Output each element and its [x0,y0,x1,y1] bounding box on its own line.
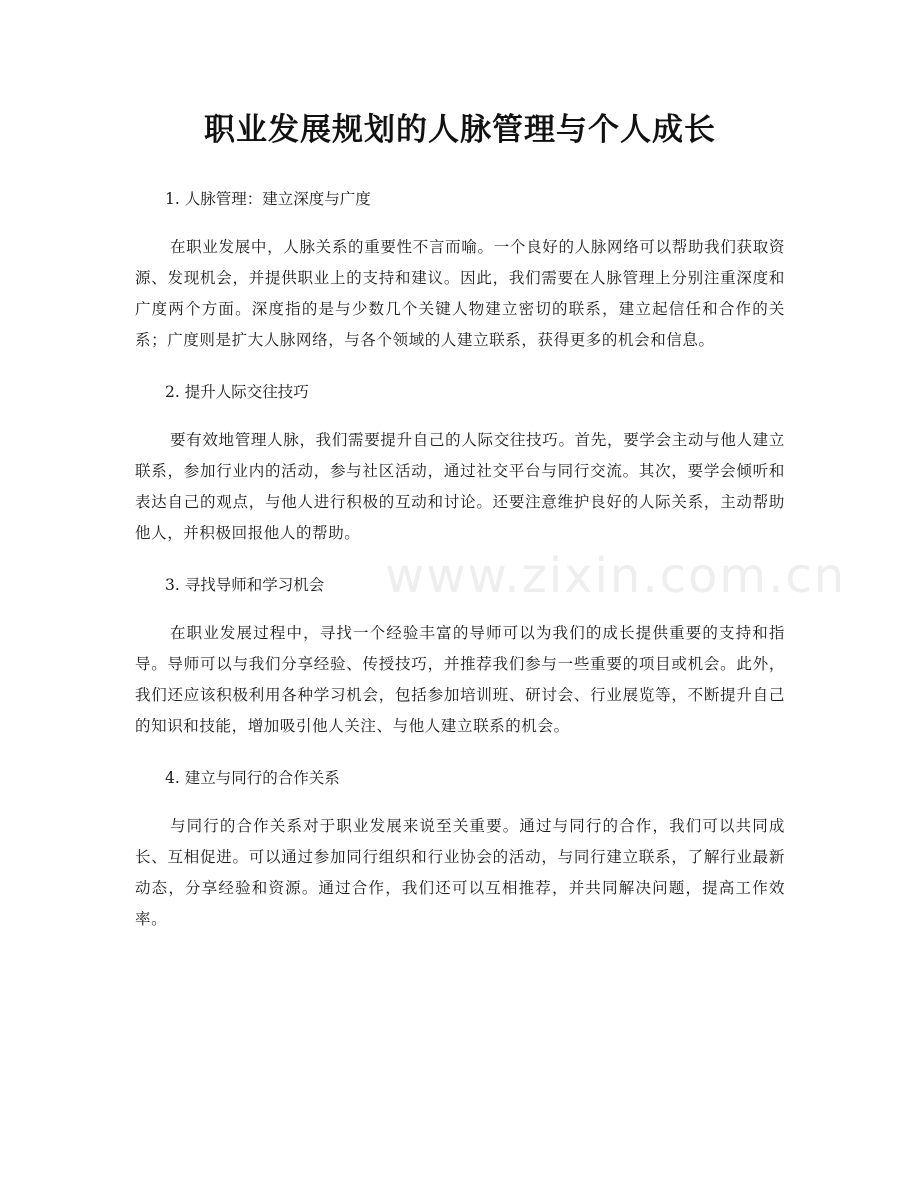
section-heading: 1. 人脉管理：建立深度与广度 [165,190,371,208]
section-4 [135,763,785,935]
section-paragraph: 在职业发展中，人脉关系的重要性不言而喻。一个良好的人脉网络可以帮助我们获取资源、发现机会，并提供职业上的支持和建议。因此，我们需要在人脉管理上分别注重深度和广度两个方面。深度指的是与少数几个关键人物建立密切的联系，建立起信任和合作的关系；广度则是扩大人脉网络，与各个领域的人建立联系，获得更多的机会和信息。 [135,238,785,349]
section-heading: 3. 寻找导师和学习机会 [165,576,325,594]
document-title: 职业发展规划的人脉管理与个人成长 [204,112,716,148]
section-2 [135,377,785,549]
section-heading: 2. 提升人际交往技巧 [165,383,309,401]
section-3 [135,570,785,742]
section-paragraph: 与同行的合作关系对于职业发展来说至关重要。通过与同行的合作，我们可以共同成长、互相促进。可以通过参加同行组织和行业协会的活动，与同行建立联系，了解行业最新动态，分享经验和资源。通过合作，我们还可以互相推荐，并共同解决问题，提高工作效率。 [135,817,785,928]
document-body [135,184,785,956]
section-paragraph: 在职业发展过程中，寻找一个经验丰富的导师可以为我们的成长提供重要的支持和指导。导师可以与我们分享经验、传授技巧，并推荐我们参与一些重要的项目或机会。此外，我们还应该积极利用各种学习机会，包括参加培训班、研讨会、行业展览等，不断提升自己的知识和技能，增加吸引他人关注、与他人建立联系的机会。 [135,624,785,735]
section-paragraph: 要有效地管理人脉，我们需要提升自己的人际交往技巧。首先，要学会主动与他人建立联系，参加行业内的活动，参与社区活动，通过社交平台与同行交流。其次，要学会倾听和表达自己的观点，与他人进行积极的互动和讨论。还要注意维护良好的人际关系，主动帮助他人，并积极回报他人的帮助。 [135,431,785,542]
section-heading: 4. 建立与同行的合作关系 [165,769,340,787]
section-1 [135,184,785,356]
watermark: www.zixin.com.cn [385,548,847,604]
